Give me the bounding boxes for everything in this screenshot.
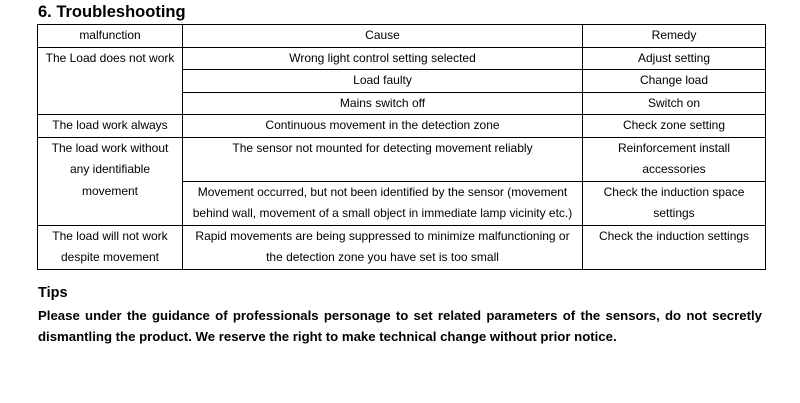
- malfunction-line: despite movement: [60, 250, 160, 264]
- header-remedy: Remedy: [583, 25, 766, 48]
- cause-cell: Load faulty: [183, 70, 583, 93]
- cause-cell: Continuous movement in the detection zone: [183, 115, 583, 138]
- remedy-cell: [583, 137, 766, 181]
- cause-cell: [183, 181, 583, 225]
- cause-line: behind wall, movement of a small object in immediate lamp vicinity etc.): [192, 206, 573, 220]
- cause-cell: The sensor not mounted for detecting movement reliably: [183, 137, 583, 181]
- header-malfunction: malfunction: [38, 25, 183, 48]
- remedy-cell: Change load: [583, 70, 766, 93]
- remedy-cell: [583, 181, 766, 225]
- remedy-line: settings: [653, 206, 695, 220]
- remedy-cell: Adjust setting: [583, 47, 766, 70]
- cause-cell: Mains switch off: [183, 92, 583, 115]
- tips-text: Please under the guidance of professionals personage to set related parameters of the sensors, do not secretly dismantling the product. We reserve the right to make technical change without prior notice.: [38, 308, 762, 344]
- malfunction-line: The load work without: [51, 140, 169, 155]
- table-row: [38, 225, 766, 269]
- malfunction-cell: The Load does not work: [38, 47, 183, 115]
- header-cause: Cause: [183, 25, 583, 48]
- section-title: 6. Troubleshooting: [38, 3, 186, 21]
- remedy-line: Reinforcement install: [617, 140, 731, 155]
- malfunction-cell: The load work always: [38, 115, 183, 138]
- remedy-cell: Check zone setting: [583, 115, 766, 138]
- cause-line: Movement occurred, but not been identified by the sensor (movement: [197, 184, 568, 199]
- remedy-line: accessories: [642, 162, 706, 176]
- tips-heading: Tips: [38, 285, 68, 301]
- malfunction-cell: [38, 225, 183, 269]
- remedy-cell: Switch on: [583, 92, 766, 115]
- table-row: [38, 115, 766, 138]
- table-row: [38, 137, 766, 181]
- table-header-row: [38, 25, 766, 48]
- remedy-line: Check the induction space: [603, 184, 745, 199]
- malfunction-line: The load will not work: [52, 228, 168, 243]
- cause-cell: Wrong light control setting selected: [183, 47, 583, 70]
- table-row: [38, 47, 766, 70]
- malfunction-cell: [38, 137, 183, 225]
- cause-line: the detection zone you have set is too small: [266, 250, 499, 264]
- cause-line: Rapid movements are being suppressed to minimize malfunctioning or: [195, 228, 570, 243]
- cause-cell: [183, 225, 583, 269]
- troubleshooting-table: [37, 24, 766, 270]
- remedy-cell: Check the induction settings: [583, 225, 766, 269]
- malfunction-line: any identifiable: [69, 162, 151, 176]
- malfunction-line: movement: [81, 183, 139, 198]
